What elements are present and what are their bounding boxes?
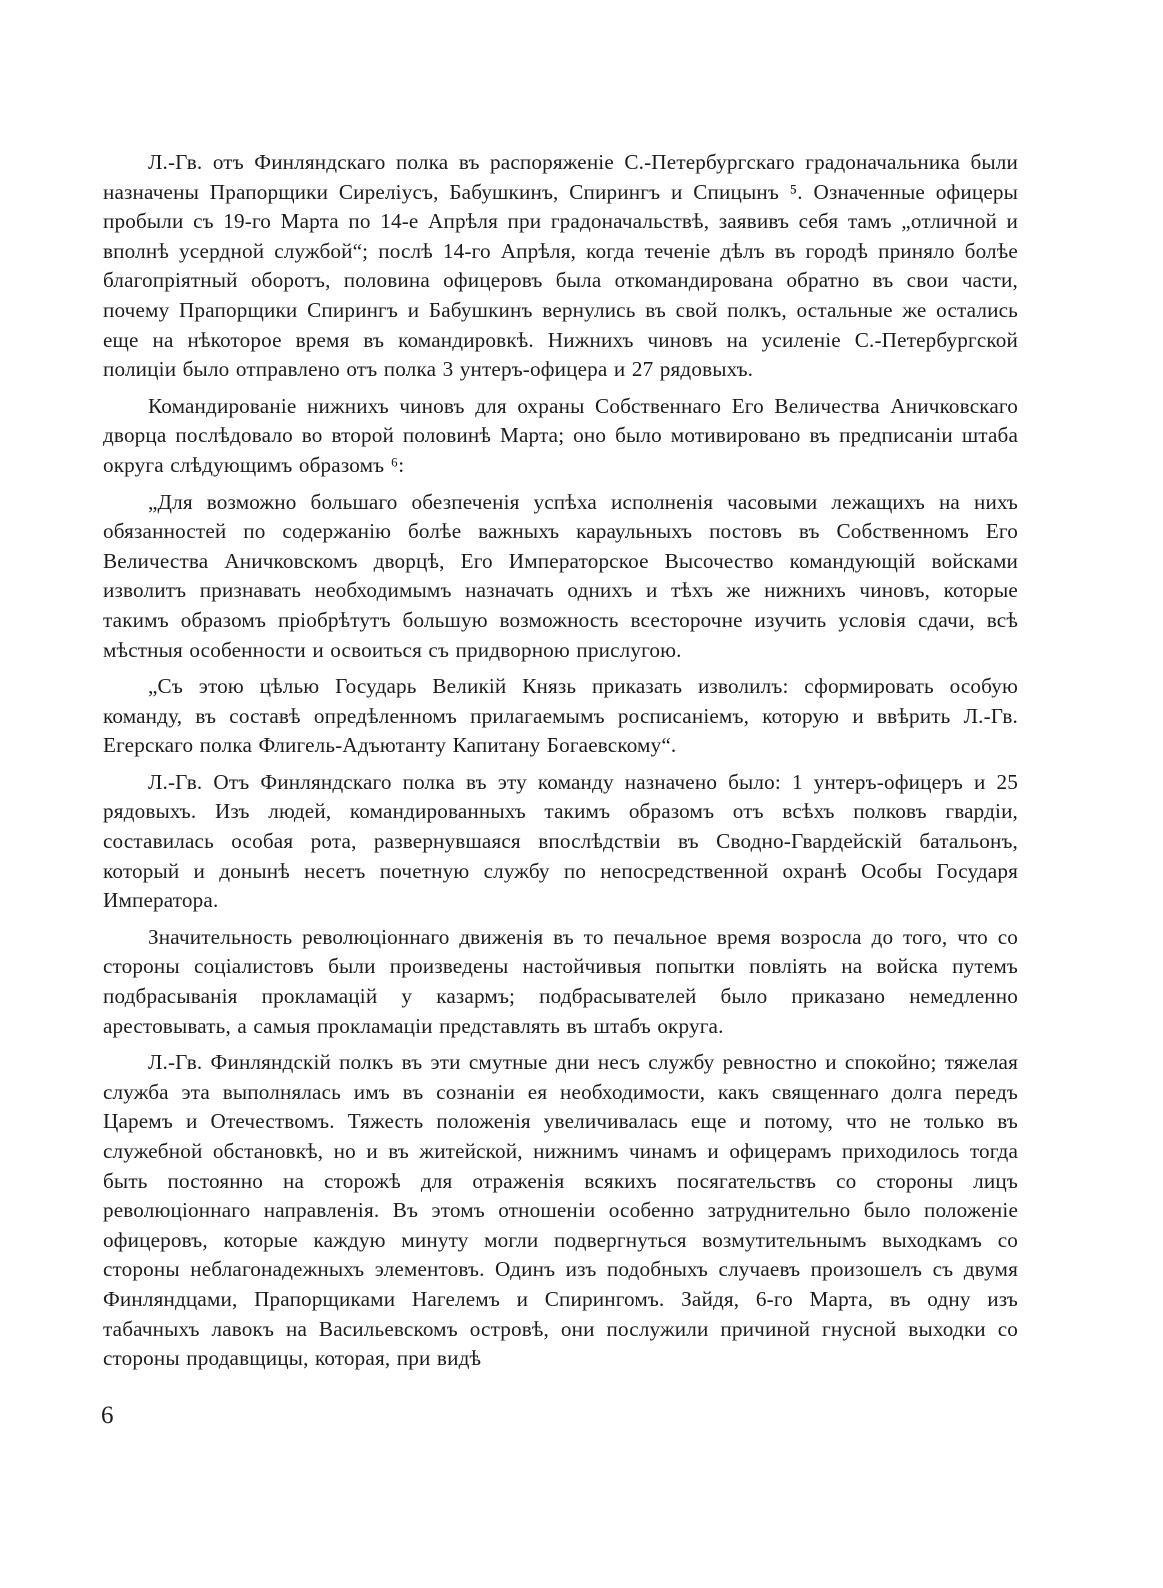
page-body	[103, 148, 1018, 1381]
page-number: 6	[101, 1402, 114, 1429]
paragraph: Л.-Гв. Финляндскій полкъ въ эти смутные дни несъ службу ревностно и спокойно; тяжелая служба эта выполнялась имъ въ сознаніи ея необходимости, какъ священнаго долга передъ Царемъ и Отечествомъ. Тяжесть положенія увеличивалась еще и потому, что не только въ служебной обстановкѣ, но и въ житейской, нижнимъ чинамъ и офицерамъ приходилось тогда быть постоянно на сторожѣ для отраженія всякихъ посягательствъ со стороны лицъ революціоннаго направленія. Въ этомъ отношеніи особенно затруднительно было положеніе офицеровъ, которые каждую минуту могли подвергнуться возмутительнымъ выходкамъ со стороны неблагонадежныхъ элементовъ. Одинъ изъ подобныхъ случаевъ произошелъ съ двумя Финляндцами, Прапорщиками Нагелемъ и Спирингомъ. Зайдя, 6-го Марта, въ одну изъ табачныхъ лавокъ на Васильевскомъ островѣ, они послужили причиной гнусной выходки со стороны продавщицы, которая, при видѣ	[103, 1050, 1018, 1371]
paragraph: Л.-Гв. отъ Финляндскаго полка въ распоряженіе С.-Петербургскаго градоначальника были назначены Прапорщики Сирелiусъ, Бабушкинъ, Спирингъ и Спицынъ ⁵. Означенные офицеры пробыли съ 19-го Марта по 14-е Апрѣля при градоначальствѣ, заявивъ себя тамъ „отличной и вполнѣ усердной службой“; послѣ 14-го Апрѣля, когда теченіе дѣлъ въ городѣ приняло болѣе благопріятный оборотъ, половина офицеровъ была откомандирована обратно въ свои части, почему Прапорщики Спирингъ и Бабушкинъ вернулись въ свой полкъ, остальные же остались еще на нѣкоторое время въ командировкѣ. Нижнихъ чиновъ на усиленіе С.-Петербургской полиціи было отправлено отъ полка 3 унтеръ-офицера и 27 рядовыхъ.	[103, 150, 1018, 382]
quoted-paragraph: „Съ этою цѣлью Государь Великій Князь приказать изволилъ: сформировать особую команду, въ составѣ опредѣленномъ прилагаемымъ росписаніемъ, которую и ввѣрить Л.-Гв. Егерскаго полка Флигель-Адъютанту Капитану Богаевскому“.	[103, 674, 1018, 758]
paragraph: Значительность революціоннаго движенія въ то печальное время возросла до того, что со стороны соціалистовъ были произведены настойчивыя попытки повліять на войска путемъ подбрасыванія прокламацій у казармъ; подбрасывателей было приказано немедленно арестовывать, а самыя прокламаціи представлять въ штабъ округа.	[103, 924, 1018, 1038]
paragraph: Командированіе нижнихъ чиновъ для охраны Собственнаго Его Величества Аничковскаго дворца послѣдовало во второй половинѣ Марта; оно было мотивировано въ предписаніи штаба округа слѣдующимъ образомъ ⁶:	[103, 393, 1018, 477]
quoted-paragraph: „Для возможно большаго обезпеченія успѣха исполненія часовыми лежащихъ на нихъ обязанностей по содержанію болѣе важныхъ караульныхъ постовъ въ Собственномъ Его Величества Аничковскомъ дворцѣ, Его Императорское Высочество командующій войсками изволитъ признавать необходимымъ назначать однихъ и тѣхъ же нижнихъ чиновъ, которые такимъ образомъ пріобрѣтутъ большую возможность всесторочне изучить условія сдачи, всѣ мѣстныя особенности и освоиться съ придворною прислугою.	[103, 489, 1018, 662]
paragraph: Л.-Гв. Отъ Финляндскаго полка въ эту команду назначено было: 1 унтеръ-офицеръ и 25 рядовыхъ. Изъ людей, командированныхъ такимъ образомъ отъ всѣхъ полковъ гвардіи, составилась особая рота, развернувшаяся впослѣдствіи въ Сводно-Гвардейскій батальонъ, который и донынѣ несетъ почетную службу по непосредственной охранѣ Особы Государя Императора.	[103, 769, 1018, 913]
